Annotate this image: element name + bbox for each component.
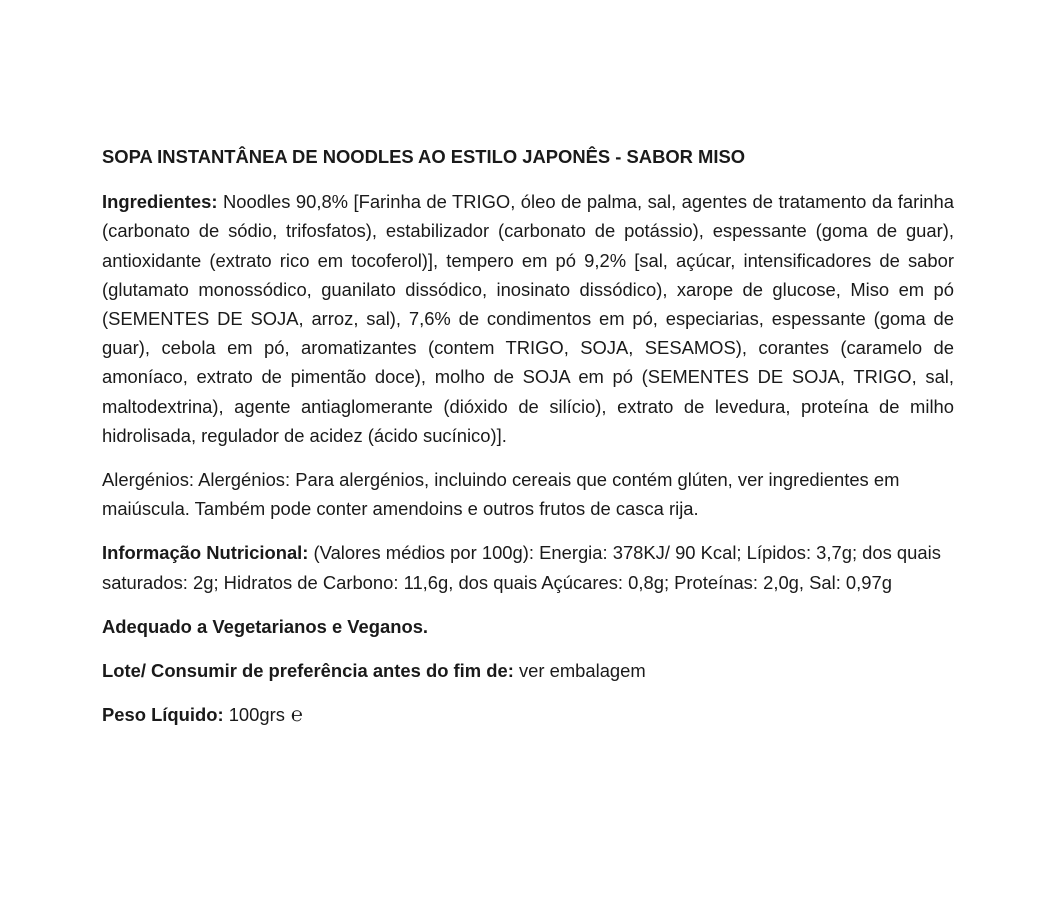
allergens-paragraph xyxy=(102,465,954,523)
ingredients-text: Noodles 90,8% [Farinha de TRIGO, óleo de palma, sal, agentes de tratamento da farinha (carbonato de sódio, trifosfatos), estabilizador (carbonato de potássio), espessante (goma de guar), antioxidante (extrato rico em tocoferol)], tempero em pó 9,2% [sal, açúcar, intensificadores de sabor (glutamato monossódico, guanilato dissódico, inosinato dissódico), xarope de glucose, Miso em pó (SEMENTES DE SOJA, arroz, sal), 7,6% de condimentos em pó, especiarias, espessante (goma de guar), cebola em pó, aromatizantes (contem TRIGO, SOJA, SESAMOS), corantes (caramelo de amoníaco, extrato de pimentão doce), molho de SOJA em pó (SEMENTES DE SOJA, TRIGO, sal, maltodextrina), agente antiaglomerante (dióxido de silício), extrato de levedura, proteína de milho hidrolisada, regulador de acidez (ácido sucínico)]. xyxy=(102,191,954,446)
lot-label: Lote/ Consumir de preferência antes do fim de: xyxy=(102,660,514,682)
nutrition-label: Informação Nutricional: xyxy=(102,542,309,564)
lot-text: ver embalagem xyxy=(518,660,646,682)
product-title: SOPA INSTANTÂNEA DE NOODLES AO ESTILO JAPONÊS - SABOR MISO xyxy=(102,146,746,167)
product-label-document xyxy=(102,142,954,744)
net-weight-value: 100grs xyxy=(228,704,285,726)
ingredients-label: Ingredientes: xyxy=(102,191,218,213)
ingredients-paragraph xyxy=(102,187,954,450)
net-weight-paragraph xyxy=(102,700,954,729)
net-weight-label: Peso Líquido: xyxy=(102,704,224,726)
suitability-statement: Adequado a Vegetarianos e Veganos. xyxy=(102,615,429,637)
allergens-text: Alergénios: Alergénios: Para alergénios, incluindo cereais que contém glúten, ver ingredientes em maiúscula. Também pode conter amendoins e outros frutos de casca rija. xyxy=(102,469,900,520)
nutrition-text: (Valores médios por 100g): Energia: 378KJ/ 90 Kcal; Lípidos: 3,7g; dos quais saturados: 2g; Hidratos de Carbono: 11,6g, dos quais Açúcares: 0,8g; Proteínas: 2,0g, Sal: 0,97g xyxy=(102,542,941,593)
nutrition-paragraph xyxy=(102,538,954,596)
estimated-sign-icon: ℮ xyxy=(290,702,303,727)
lot-paragraph xyxy=(102,656,954,685)
